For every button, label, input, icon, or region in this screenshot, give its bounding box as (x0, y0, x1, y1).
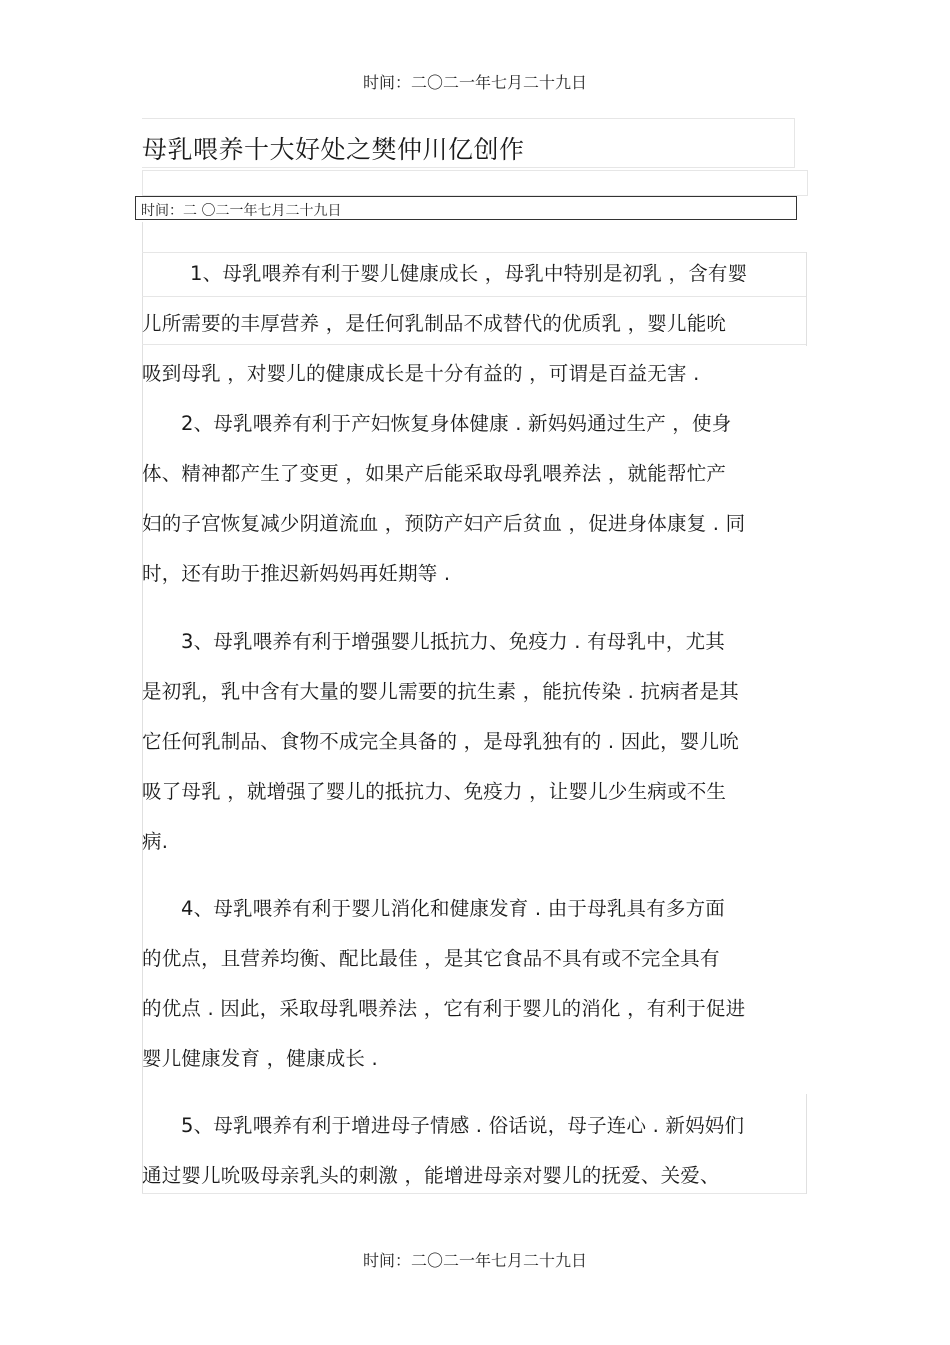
guide-line-top (142, 252, 806, 253)
paragraph-3-line-4: 吸了母乳 ，就增强了婴儿的抵抗力、免疫力 ，让婴儿少生病或不生 (142, 780, 727, 803)
paragraph-3-line-2: 是初乳，乳中含有大量的婴儿需要的抗生素 ，能抗传染 . 抗病者是其 (142, 680, 739, 703)
meta-date: 时间：二 〇二一年七月二十九日 (141, 203, 342, 219)
empty-frame (142, 170, 808, 196)
guide-line-mid (142, 296, 806, 297)
paragraph-3-line-3: 它任何乳制品、食物不成完全具备的 ，是母乳独有的 . 因此，婴儿吮 (142, 730, 739, 753)
paragraph-3-line-5: 病. (142, 830, 169, 853)
paragraph-4-line-1: 4、母乳喂养有利于婴儿消化和健康发育 . 由于母乳具有多方面 (181, 897, 726, 920)
right-guide-line (806, 252, 807, 346)
paragraph-4-line-2: 的优点，且营养均衡、配比最佳 ，是其它食品不具有或不完全具有 (142, 947, 720, 970)
paragraph-1-line-3: 吸到母乳 ，对婴儿的健康成长是十分有益的 ，可谓是百益无害 . (142, 362, 700, 385)
paragraph-5-line-2: 通过婴儿吮吸母亲乳头的刺激 ，能增进母亲对婴儿的抚爱、关爱、 (142, 1164, 720, 1187)
page-header: 时间：二〇二一年七月二十九日 (362, 73, 587, 92)
right-guide-line-lower (806, 1094, 807, 1194)
paragraph-4-line-4: 婴儿健康发育 ，健康成长 . (142, 1047, 378, 1070)
guide-line-bottom (142, 1193, 806, 1194)
paragraph-4-line-3: 的优点 . 因此，采取母乳喂养法 ，它有利于婴儿的消化 ，有利于促进 (142, 997, 746, 1020)
paragraph-1-line-2: 儿所需要的丰厚营养 ，是任何乳制品不成替代的优质乳 ，婴儿能吮 (142, 312, 727, 335)
paragraph-5-line-1: 5、母乳喂养有利于增进母子情感 . 俗话说，母子连心 . 新妈妈们 (181, 1114, 745, 1137)
paragraph-3-line-1: 3、母乳喂养有利于增强婴儿抵抗力、免疫力 . 有母乳中，尤其 (181, 630, 726, 653)
guide-line-mid2 (142, 344, 806, 345)
page-footer: 时间：二〇二一年七月二十九日 (362, 1251, 587, 1270)
paragraph-2-line-2: 体、精神都产生了变更 ，如果产后能采取母乳喂养法 ，就能帮忙产 (142, 462, 727, 485)
document-title: 母乳喂养十大好处之樊仲川亿创作 (142, 135, 525, 164)
paragraph-2-line-4: 时，还有助于推迟新妈妈再妊期等 . (142, 562, 451, 585)
paragraph-2-line-1: 2、母乳喂养有利于产妇恢复身体健康 . 新妈妈通过生产 ，使身 (181, 412, 732, 435)
paragraph-2-line-3: 妇的子宫恢复减少阴道流血 ，预防产妇产后贫血 ，促进身体康复 . 同 (142, 512, 746, 535)
paragraph-1-line-1: 1、母乳喂养有利于婴儿健康成长 ，母乳中特别是初乳 ，含有婴 (190, 262, 748, 285)
